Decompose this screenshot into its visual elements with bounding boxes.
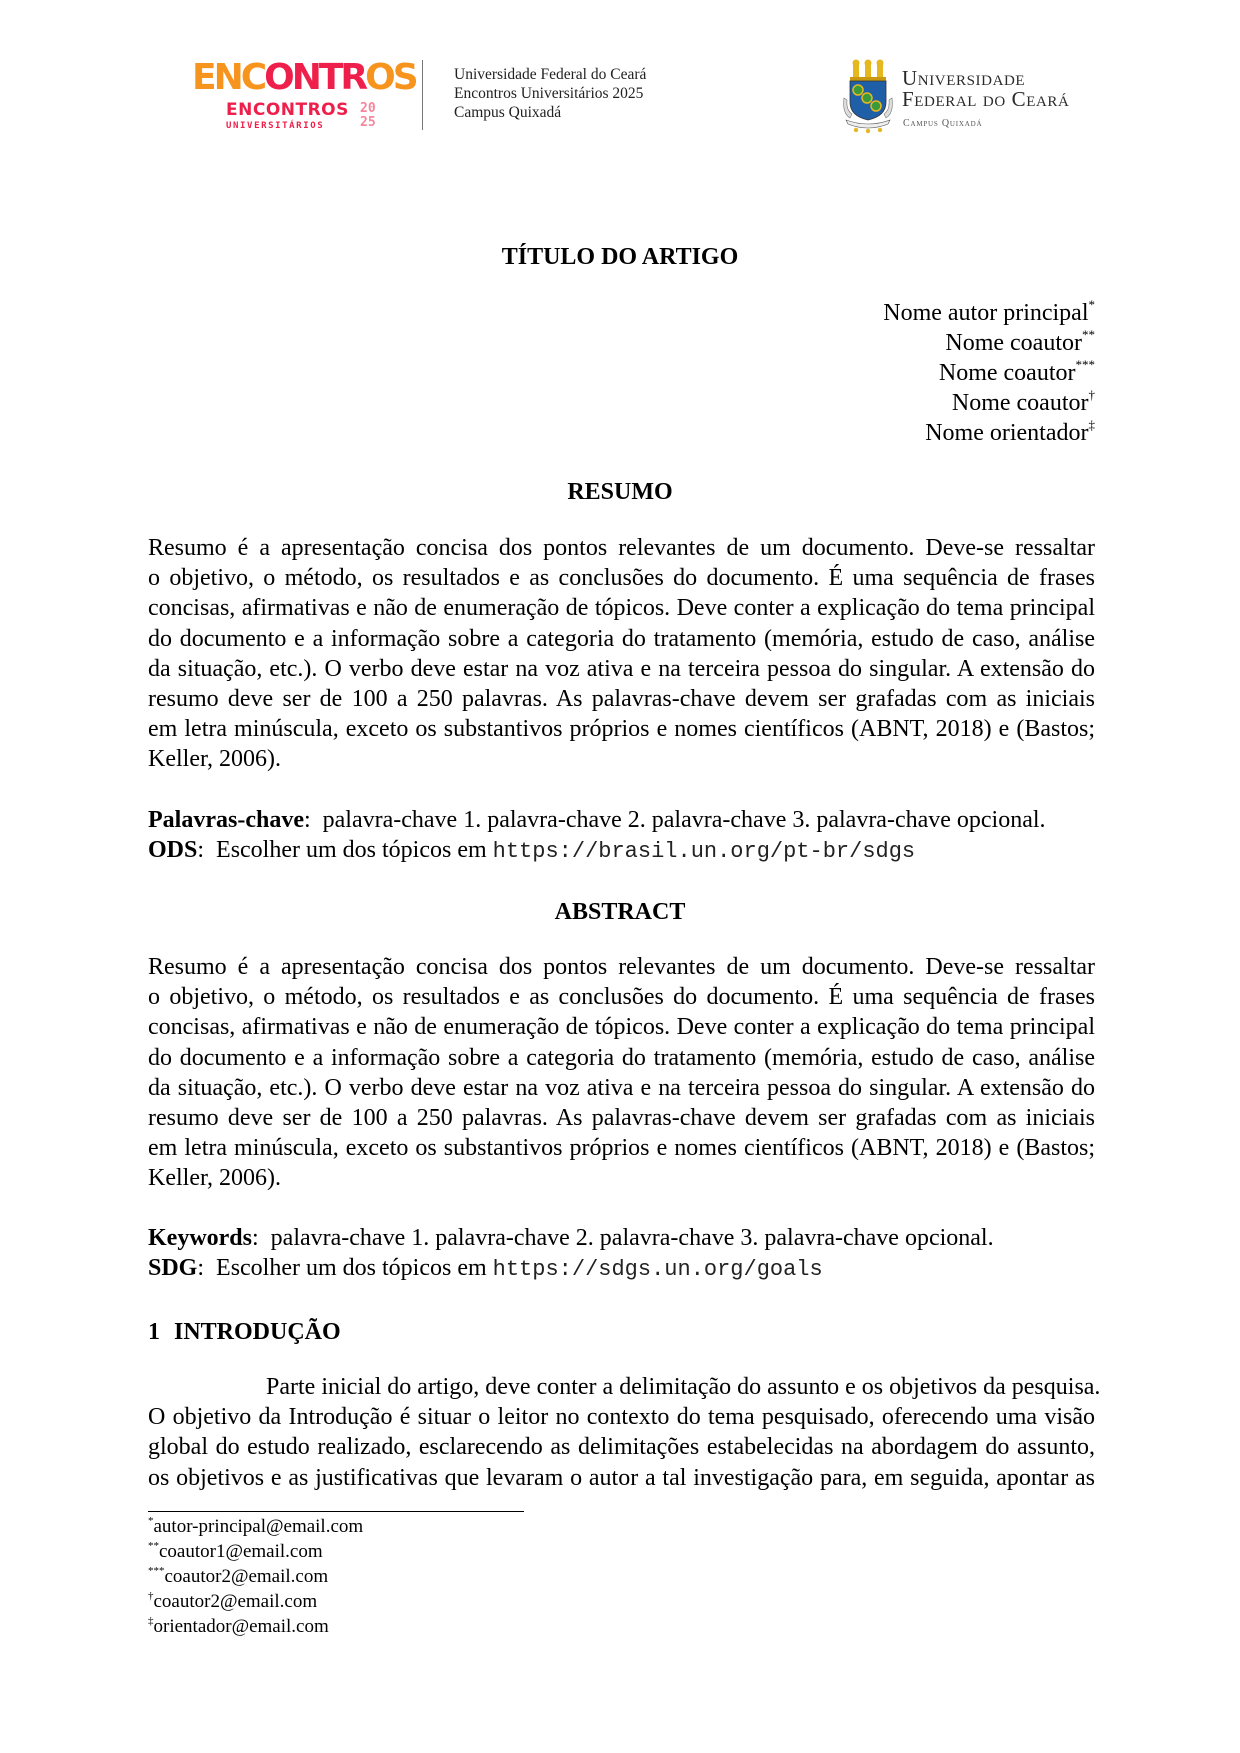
author-name: Nome coautor [938, 360, 1076, 386]
resumo-ods: ODS: Escolher um dos tópicos em https://brasil.un.org/pt-br/sdgs [148, 837, 916, 864]
article-title: TÍTULO DO ARTIGO [501, 244, 739, 270]
footnote-email[interactable]: coautor1@email.com [159, 1541, 323, 1562]
footnote-mark[interactable]: ‡ [1088, 417, 1095, 432]
author-list [883, 298, 1095, 448]
text-line: O objetivo da Introdução é situar o leitor no contexto do tema pesquisado, oferecendo uma visão [148, 1404, 1095, 1431]
text-line: em letra minúscula, exceto os substantivos próprios e nomes científicos (ABNT, 2018) e (Bastos; [148, 716, 1095, 743]
resumo-text [148, 533, 1095, 775]
footnote-email[interactable]: orientador@email.com [153, 1616, 329, 1637]
author [883, 388, 1095, 418]
keywords-label: Palavras-chave [148, 807, 304, 833]
footnote [148, 1564, 363, 1589]
ufc-logo [840, 58, 1090, 138]
text-line: Keller, 2006). [148, 746, 281, 773]
text-line: da situação, etc.). O verbo deve estar na voz ativa e na terceira pessoa do singular. A extensão do [148, 1074, 1095, 1101]
author-name: Nome coautor [951, 390, 1089, 416]
footnote-email[interactable]: coautor2@email.com [153, 1591, 318, 1612]
text-line: resumo deve ser de 100 a 250 palavras. As palavras-chave devem ser grafadas com as iniciais [148, 686, 1095, 713]
logo-part: TR [318, 57, 366, 98]
section-title: INTRODUÇÃO [174, 1319, 341, 1345]
page-header [0, 52, 1240, 142]
header-divider [422, 60, 423, 130]
footnote-mark: *** [148, 1565, 165, 1577]
ods-link[interactable]: https://brasil.un.org/pt-br/sdgs [492, 839, 916, 864]
text-line: Resumo é a apresentação concisa dos pontos relevantes de um documento. Deve-se ressaltar [148, 954, 1095, 980]
sdg-label: SDG [148, 1255, 198, 1281]
author-name: Nome orientador [925, 420, 1089, 446]
text-line: Keller, 2006). [148, 1165, 281, 1192]
introduction-heading [148, 1318, 341, 1346]
encontros-logo-wordmark [192, 57, 416, 98]
text-line: o objetivo, o método, os resultados e as conclusões do documento. É uma sequência de frases [148, 565, 1095, 592]
logo-subtitle-2: UNIVERSITÁRIOS [226, 121, 325, 131]
abstract-sdg: SDG: Escolher um dos tópicos em https://sdgs.un.org/goals [148, 1255, 823, 1282]
logo-part: ON [264, 57, 319, 98]
ufc-name-line1: Universidade [902, 66, 1026, 90]
logo-year-top: 20 [360, 101, 376, 116]
footnote-email[interactable]: coautor2@email.com [164, 1566, 329, 1587]
section-number: 1 [148, 1319, 160, 1345]
keywords-label: Keywords [148, 1225, 252, 1251]
footnote-mark[interactable]: *** [1075, 357, 1095, 372]
author [883, 328, 1095, 358]
ufc-name [902, 68, 1069, 110]
logo-part: ENC [192, 57, 265, 98]
abstract-heading: ABSTRACT [554, 899, 686, 925]
author [883, 418, 1095, 448]
introduction-text [148, 1372, 1101, 1493]
text-line: do documento e a informação sobre a categoria do tratamento (memória, estudo de caso, análise [148, 1044, 1095, 1071]
logo-year-bottom: 25 [360, 115, 376, 130]
footnote-rule [148, 1511, 524, 1512]
text-line: global do estudo realizado, esclarecendo as delimitações estabelecidas na abordagem do assunto, [148, 1434, 1095, 1461]
author [883, 358, 1095, 388]
text-line: concisas, afirmativas e não de enumeração de tópicos. Deve conter a explicação do tema principal [148, 595, 1095, 622]
footnote-mark[interactable]: * [1088, 297, 1095, 312]
author-name: Nome autor principal [883, 300, 1089, 326]
footnote-mark: ** [148, 1540, 159, 1552]
encontros-universitarios-logo [192, 57, 416, 138]
event-university: Universidade Federal do Ceará [454, 66, 647, 83]
keywords-text: palavra-chave 1. palavra-chave 2. palavra-chave 3. palavra-chave opcional. [322, 807, 1046, 833]
abstract-text [148, 952, 1095, 1194]
footnote-mark: † [148, 1590, 154, 1602]
sdg-link[interactable]: https://sdgs.un.org/goals [492, 1257, 823, 1282]
ufc-name-line2: Federal do Ceará [902, 87, 1070, 111]
logo-part: OS [365, 57, 416, 98]
footnote [148, 1589, 363, 1614]
footnote [148, 1614, 363, 1639]
text-line: do documento e a informação sobre a categoria do tratamento (memória, estudo de caso, análise [148, 625, 1095, 652]
resumo-heading: RESUMO [567, 479, 673, 505]
ufc-crest-icon [840, 58, 896, 134]
sdg-text: Escolher um dos tópicos em [216, 1255, 487, 1281]
author [883, 298, 1095, 328]
logo-year [360, 102, 380, 130]
footnote-email[interactable]: autor-principal@email.com [153, 1516, 364, 1537]
footnotes [148, 1514, 363, 1639]
author-name: Nome coautor [945, 330, 1082, 356]
event-campus: Campus Quixadá [454, 104, 562, 121]
footnote-mark[interactable]: † [1088, 387, 1095, 402]
ufc-campus: Campus Quixadá [903, 118, 983, 129]
resumo-keywords: Palavras-chave: palavra-chave 1. palavra-chave 2. palavra-chave 3. palavra-chave opcional. [148, 807, 1046, 833]
ods-text: Escolher um dos tópicos em [216, 837, 487, 863]
text-line: da situação, etc.). O verbo deve estar na voz ativa e na terceira pessoa do singular. A extensão do [148, 655, 1095, 682]
footnote [148, 1539, 363, 1564]
ods-label: ODS [148, 837, 198, 863]
text-line: concisas, afirmativas e não de enumeração de tópicos. Deve conter a explicação do tema principal [148, 1014, 1095, 1041]
event-name: Encontros Universitários 2025 [454, 85, 644, 102]
footnote-mark: * [148, 1515, 154, 1527]
event-info [454, 65, 646, 122]
text-line: resumo deve ser de 100 a 250 palavras. As palavras-chave devem ser grafadas com as iniciais [148, 1105, 1095, 1132]
footnote [148, 1514, 363, 1539]
footnote-mark[interactable]: ** [1082, 327, 1095, 342]
footnote-mark: ‡ [148, 1615, 154, 1627]
keywords-text: palavra-chave 1. palavra-chave 2. palavra-chave 3. palavra-chave opcional. [270, 1225, 994, 1251]
text-line: em letra minúscula, exceto os substantivos próprios e nomes científicos (ABNT, 2018) e (Bastos; [148, 1135, 1095, 1162]
logo-subtitle-1: ENCONTROS [226, 100, 349, 120]
abstract-keywords: Keywords: palavra-chave 1. palavra-chave 2. palavra-chave 3. palavra-chave opcional. [148, 1225, 994, 1251]
text-line: o objetivo, o método, os resultados e as conclusões do documento. É uma sequência de frases [148, 984, 1095, 1011]
text-line: Parte inicial do artigo, deve conter a delimitação do assunto e os objetivos da pesquisa. [266, 1374, 1101, 1400]
text-line: os objetivos e as justificativas que levaram o autor a tal investigação para, em seguida, apontar as [148, 1464, 1095, 1491]
text-line: Resumo é a apresentação concisa dos pontos relevantes de um documento. Deve-se ressaltar [148, 535, 1095, 561]
